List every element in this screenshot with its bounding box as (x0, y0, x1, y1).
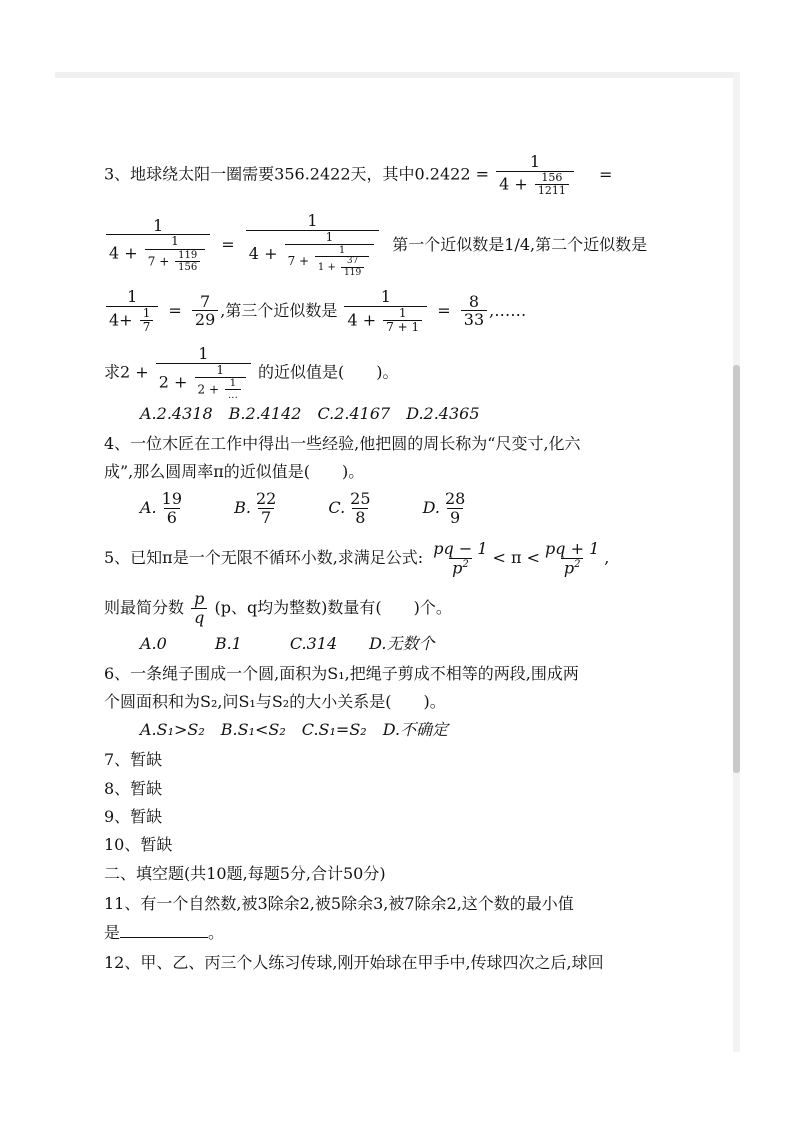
q5-options: A.0 B.1 C.314 D.无数个 (140, 634, 435, 653)
q5-line-2: 则最简分数 $\frac{p}{q}$ (p、q均为整数)数量有( )个。 (104, 589, 452, 627)
fraction: 1 4 + $\frac{1}{7 + 1}$ (344, 288, 427, 335)
q7: 7、暂缺 (104, 750, 163, 769)
q3-line-4: 求2 + 1 2 + 1 2 + $\frac{1}{\dots}$ 的近似值是( )。 (104, 344, 399, 401)
q4-line-2: 成”,那么圆周率π的近似值是( )。 (104, 462, 365, 481)
q10: 10、暂缺 (104, 835, 173, 854)
q9: 9、暂缺 (104, 807, 163, 826)
q8: 8、暂缺 (104, 779, 163, 798)
fraction: 1 4 + 1 7 + $\frac{119}{156}$ (106, 217, 210, 273)
fraction: 1 2 + 1 2 + $\frac{1}{\dots}$ (156, 345, 251, 401)
q6-line-2: 个圆面积和为S₂,问S₁与S₂的大小关系是( )。 (104, 692, 446, 711)
q6-options: A.S₁>S₂ B.S₁<S₂ C.S₁=S₂ D.不确定 (140, 720, 449, 739)
q5-line-1: 5、已知π是一个无限不循环小数,求满足公式: $\frac{pq - 1}{p^2}$ < π < $\frac{pq + 1}{p^2}$ , (104, 539, 610, 577)
q3-line-3: 1 4+ $\frac{1}{7}$ = $\frac{7}{29}$ ,第三个近似数是 1 4 + $\frac{1}{7 + 1}$ = $\frac{8}{33}$ ,…… (104, 288, 526, 335)
fraction: $\frac{8}{33}$ (461, 293, 487, 330)
q12-line-1: 12、甲、乙、丙三个人练习传球,刚开始球在甲手中,传球四次之后,球回 (104, 953, 604, 972)
fraction: 1 4+ $\frac{1}{7}$ (106, 288, 158, 335)
q3-line-2: 1 4 + 1 7 + $\frac{119}{156}$ = 1 4 + 1 7 + 1 1 + $\frac{37}{119}$ 第一个近似数是1/4,第二个近似数是 (104, 212, 647, 278)
section-heading: 二、填空题(共10题,每题5分,合计50分) (104, 864, 386, 883)
q6-line-1: 6、一条绳子围成一个圆,面积为S₁,把绳子剪成不相等的两段,围成两 (104, 664, 579, 683)
fraction: 1 4 + 1 7 + 1 1 + $\frac{37}{119}$ (246, 212, 379, 278)
answer-blank[interactable] (120, 923, 208, 938)
scrollbar-thumb[interactable] (733, 365, 740, 773)
q3-text-third: ,第三个近似数是 (220, 300, 338, 320)
q3-text-first: 第一个近似数是1/4,第二个近似数是 (392, 234, 648, 254)
fraction: $\frac{7}{29}$ (192, 293, 218, 330)
q3-intro: 3、地球绕太阳一圈需要356.2422天，其中0.2422 = (104, 164, 490, 184)
q3-line-1: 3、地球绕太阳一圈需要356.2422天，其中0.2422 = 1 4 + $\frac{156}{1211}$ = (104, 152, 613, 197)
q3-ask: 求2 + (104, 362, 149, 382)
fraction: 1 4 + $\frac{156}{1211}$ (496, 153, 574, 197)
q4-options: A. $\frac{19}{6}$ B. $\frac{22}{7}$ C. $\frac{25}{8}$ D. $\frac{28}{9}$ (140, 489, 466, 527)
q11-line-2: 是 。 (104, 923, 225, 942)
q11-line-1: 11、有一个自然数,被3除余2,被5除余3,被7除余2,这个数的最小值 (104, 894, 574, 913)
q3-options: A.2.4318 B.2.4142 C.2.4167 D.2.4365 (140, 404, 480, 423)
q4-line-1: 4、一位木匠在工作中得出一些经验,他把圆的周长称为“尺变寸,化六 (104, 434, 581, 453)
viewer-top-edge (55, 72, 740, 78)
